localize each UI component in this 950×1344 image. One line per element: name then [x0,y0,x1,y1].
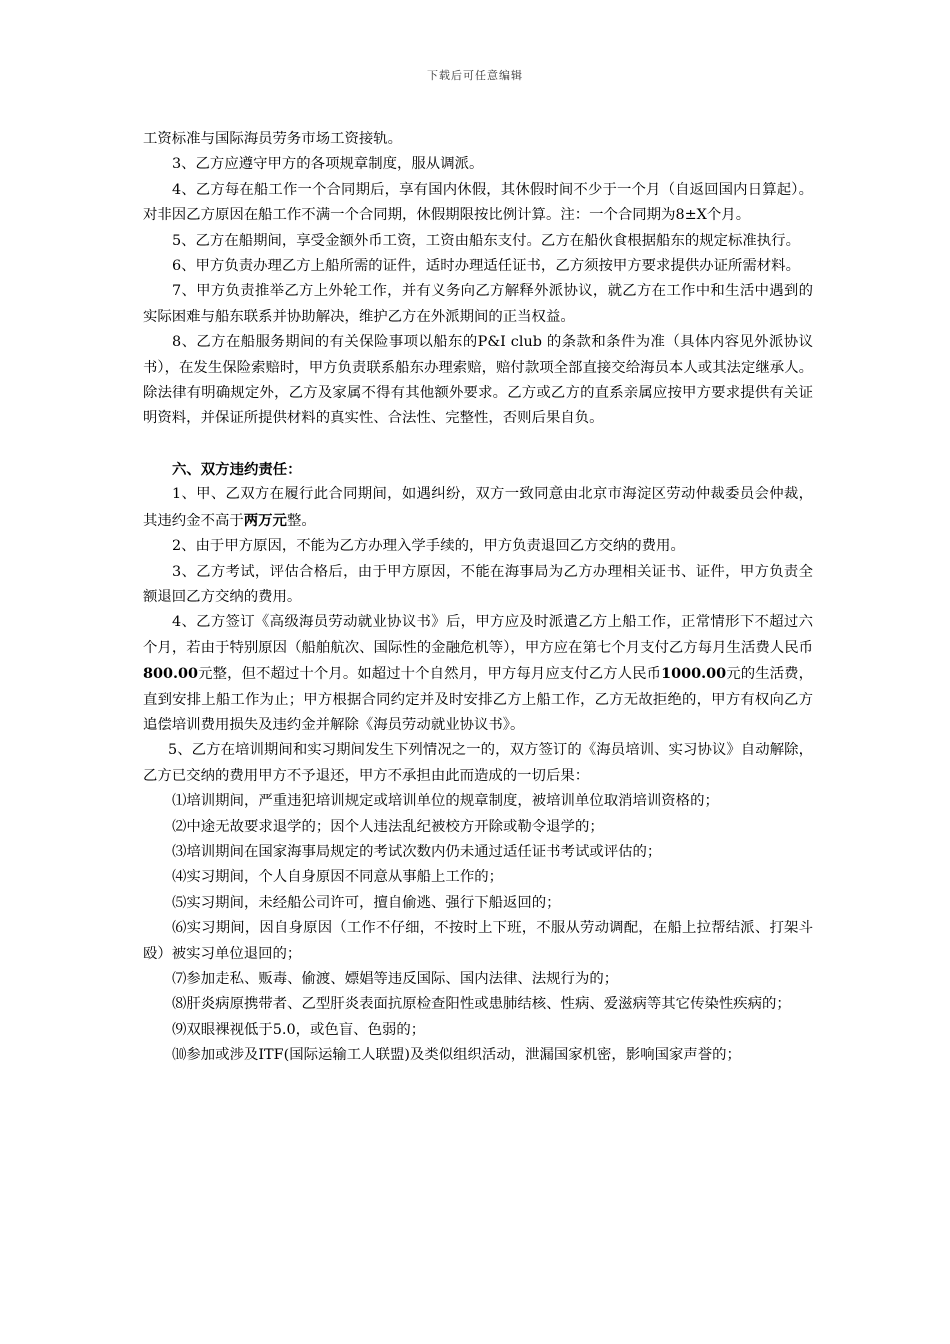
paragraph: 5、乙方在船期间，享受金额外币工资，工资由船东支付。乙方在船伙食根据船东的规定标准执行。 [172,232,800,249]
text-run: 元的生活费，直到安排上船工作为止；甲方根据合同约定并及时安排乙方上船工作，乙方无故拒绝的，甲方有权向乙方追偿培训费用损失及违约金并解除《海员劳动就业协议书》。 [143,666,813,733]
paragraph: 5、乙方在培训期间和实习期间发生下列情况之一的，双方签订的《海员培训、实习协议》自动解除，乙方已交纳的费用甲方不予退还，甲方不承担由此而造成的一切后果： [143,742,813,784]
bold-amount: 800.00 [143,665,199,683]
list-item: ⑶培训期间在国家海事局规定的考试次数内仍未通过适任证书考试或评估的； [172,843,662,860]
text-run: 元整，但不超过十个月。如超过十个自然月，甲方每月应支付乙方人民币 [198,666,662,683]
paragraph: 2、由于甲方原因，不能为乙方办理入学手续的，甲方负责退回乙方交纳的费用。 [172,538,685,555]
spacer [143,432,813,457]
paragraph: 8、乙方在船服务期间的有关保险事项以船东的P&I club 的条款和条件为准（具体内容见外派协议书），在发生保险索赔时，甲方负责联系船东办理索赔，赔付款项全部直接交给海员本人或其法定继承人。除法律有明确规定外，乙方及家属不得有其他额外要求。乙方或乙方的直系亲属应按甲方要求提供有关证明资料，并保证所提供材料的真实性、合法性、完整性，否则后果自负。 [143,334,813,427]
list-item: ⑷实习期间，个人自身原因不同意从事船上工作的； [172,869,503,886]
list-item: ⑵中途无故要求退学的；因个人违法乱纪被校方开除或勒令退学的； [172,818,604,835]
bold-amount: 两万元 [243,511,287,529]
page-header: 下载后可任意编辑 [427,69,523,82]
section-title: 六、双方违约责任： [172,460,302,478]
paragraph: 3、乙方考试，评估合格后，由于甲方原因，不能在海事局为乙方办理相关证书、证件，甲方负责全额退回乙方交纳的费用。 [143,563,813,605]
text-run: 1、甲、乙双方在履行此合同期间，如遇纠纷，双方一致同意由北京市海淀区劳动仲裁委员会仲裁，其违约金不高于 [143,486,813,529]
list-item: ⑼双眼裸视低于5.0，或色盲、色弱的； [172,1021,426,1038]
list-item: ⑹实习期间，因自身原因（工作不仔细，不按时上下班，不服从劳动调配，在船上拉帮结派、打架斗殴）被实习单位退回的； [143,920,813,962]
document-body [143,127,813,1069]
paragraph [143,610,813,738]
list-item: ⑴培训期间，严重违犯培训规定或培训单位的规章制度，被培训单位取消培训资格的； [172,793,719,810]
text-run: 整。 [286,512,316,529]
list-item: ⑺参加走私、贩毒、偷渡、嫖娼等违反国际、国内法律、法规行为的； [172,971,619,987]
paragraph: 工资标准与国际海员劳务市场工资接轨。 [143,131,403,147]
paragraph: 7、甲方负责推举乙方上外轮工作，并有义务向乙方解释外派协议，就乙方在工作中和生活中遇到的实际困难与船东联系并协助解决，维护乙方在外派期间的正当权益。 [143,283,813,325]
paragraph: 4、乙方每在船工作一个合同期后，享有国内休假，其休假时间不少于一个月（自返回国内日算起）。对非因乙方原因在船工作不满一个合同期，休假期限按比例计算。注：一个合同期为8±X个月。 [143,181,813,224]
paragraph: 6、甲方负责办理乙方上船所需的证件，适时办理适任证书，乙方须按甲方要求提供办证所需材料。 [172,258,800,275]
list-item: ⑽参加或涉及ITF(国际运输工人联盟)及类似组织活动，泄漏国家机密，影响国家声誉的； [172,1047,741,1064]
list-item: ⑸实习期间，未经船公司许可，擅自偷逃、强行下船返回的； [172,894,561,911]
paragraph [143,482,813,534]
bold-amount: 1000.00 [661,665,727,683]
text-run: 4、乙方签订《高级海员劳动就业协议书》后，甲方应及时派遣乙方上船工作，正常情形下不超过六个月，若由于特别原因（船舶航次、国际性的金融危机等），甲方应在第七个月支付乙方每月生活费人民币 [143,614,813,656]
paragraph: 3、乙方应遵守甲方的各项规章制度，服从调派。 [172,156,484,173]
list-item: ⑻肝炎病原携带者、乙型肝炎表面抗原检查阳性或患肺结核、性病、爱滋病等其它传染性疾病的； [172,996,791,1013]
